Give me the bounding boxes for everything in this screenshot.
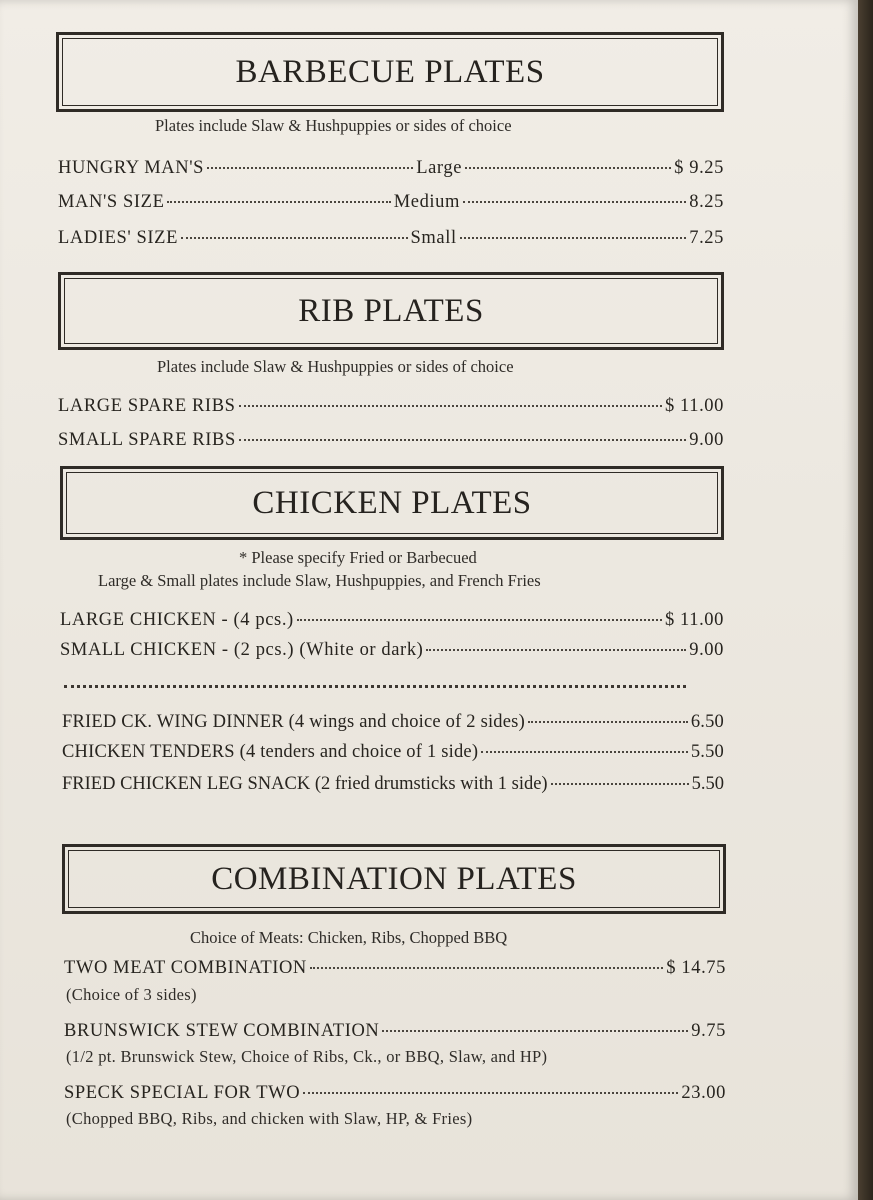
leader-dots: [303, 1091, 678, 1094]
menu-item: [58, 158, 724, 179]
item-name: FRIED CHICKEN LEG SNACK (2 fried drumsticks with 1 side): [62, 774, 548, 794]
leader-dots: [239, 404, 662, 407]
item-name: SMALL CHICKEN - (2 pcs.) (White or dark): [60, 640, 424, 660]
leader-dots: [310, 966, 663, 969]
combo-header-box: [62, 844, 726, 914]
item-size: Large: [416, 158, 463, 178]
menu-item: [60, 640, 724, 661]
item-price: $ 11.00: [664, 396, 724, 416]
item-size: Medium: [393, 192, 460, 212]
item-price: 5.50: [690, 742, 724, 762]
item-size: Small: [410, 228, 457, 248]
leader-dots: [463, 200, 686, 203]
leader-dots: [528, 720, 688, 723]
dotted-separator: [64, 685, 686, 688]
bbq-header-box: [56, 32, 724, 112]
item-description: (Chopped BBQ, Ribs, and chicken with Slaw, HP, & Fries): [66, 1109, 473, 1128]
item-price: $ 14.75: [666, 958, 726, 978]
item-name: LARGE CHICKEN - (4 pcs.): [60, 610, 294, 630]
chicken-note-includes: Large & Small plates include Slaw, Hushpuppies, and French Fries: [98, 571, 541, 590]
item-name: SMALL SPARE RIBS: [58, 430, 236, 450]
item-price: $ 9.25: [674, 158, 725, 178]
menu-item: [64, 1021, 726, 1042]
item-name: HUNGRY MAN'S: [58, 158, 205, 178]
item-name: TWO MEAT COMBINATION: [64, 958, 307, 978]
leader-dots: [551, 782, 689, 785]
bbq-note: Plates include Slaw & Hushpuppies or sides of choice: [155, 116, 512, 135]
item-price: $ 11.00: [664, 610, 724, 630]
item-description: (1/2 pt. Brunswick Stew, Choice of Ribs, Ck., or BBQ, Slaw, and HP): [66, 1047, 548, 1066]
page-edge: [858, 0, 873, 1200]
item-name: CHICKEN TENDERS (4 tenders and choice of 1 side): [62, 742, 479, 762]
item-name: LADIES' SIZE: [58, 228, 178, 248]
menu-item: [58, 192, 724, 213]
chicken-header-box: [60, 466, 724, 540]
leader-dots: [167, 200, 390, 203]
item-price: 9.00: [689, 640, 724, 660]
item-price: 7.25: [689, 228, 724, 248]
menu-item: [62, 712, 724, 733]
combo-section-title: COMBINATION PLATES: [211, 860, 577, 897]
menu-item: [62, 774, 724, 795]
leader-dots: [239, 438, 686, 441]
leader-dots: [382, 1029, 688, 1032]
item-description: (Choice of 3 sides): [66, 985, 197, 1004]
rib-header-box: [58, 272, 724, 350]
leader-dots: [207, 166, 413, 169]
item-name: MAN'S SIZE: [58, 192, 165, 212]
menu-item: [60, 610, 724, 631]
item-price: 9.75: [691, 1021, 726, 1041]
leader-dots: [297, 618, 662, 621]
bbq-section-title: BARBECUE PLATES: [235, 53, 545, 90]
item-price: 6.50: [690, 712, 724, 732]
item-price: 23.00: [681, 1083, 726, 1103]
item-price: 9.00: [689, 430, 724, 450]
menu-item: [58, 396, 724, 417]
item-price: 8.25: [689, 192, 725, 212]
menu-item: [58, 228, 724, 249]
menu-item: [64, 1083, 726, 1104]
menu-item: [58, 430, 724, 451]
chicken-note-specify: * Please specify Fried or Barbecued: [239, 548, 477, 567]
item-name: SPECK SPECIAL FOR TWO: [64, 1083, 301, 1103]
menu-item: [64, 958, 726, 979]
rib-section-title: RIB PLATES: [298, 292, 484, 329]
leader-dots: [465, 166, 671, 169]
combo-note: Choice of Meats: Chicken, Ribs, Chopped BBQ: [190, 928, 508, 947]
item-name: BRUNSWICK STEW COMBINATION: [64, 1021, 380, 1041]
rib-note: Plates include Slaw & Hushpuppies or sides of choice: [157, 357, 514, 376]
leader-dots: [426, 648, 686, 651]
leader-dots: [181, 236, 408, 239]
leader-dots: [481, 750, 688, 753]
menu-item: [62, 742, 724, 763]
leader-dots: [460, 236, 687, 239]
chicken-section-title: CHICKEN PLATES: [252, 484, 532, 521]
item-name: FRIED CK. WING DINNER (4 wings and choice of 2 sides): [62, 712, 525, 732]
item-name: LARGE SPARE RIBS: [58, 396, 236, 416]
item-price: 5.50: [691, 774, 724, 794]
